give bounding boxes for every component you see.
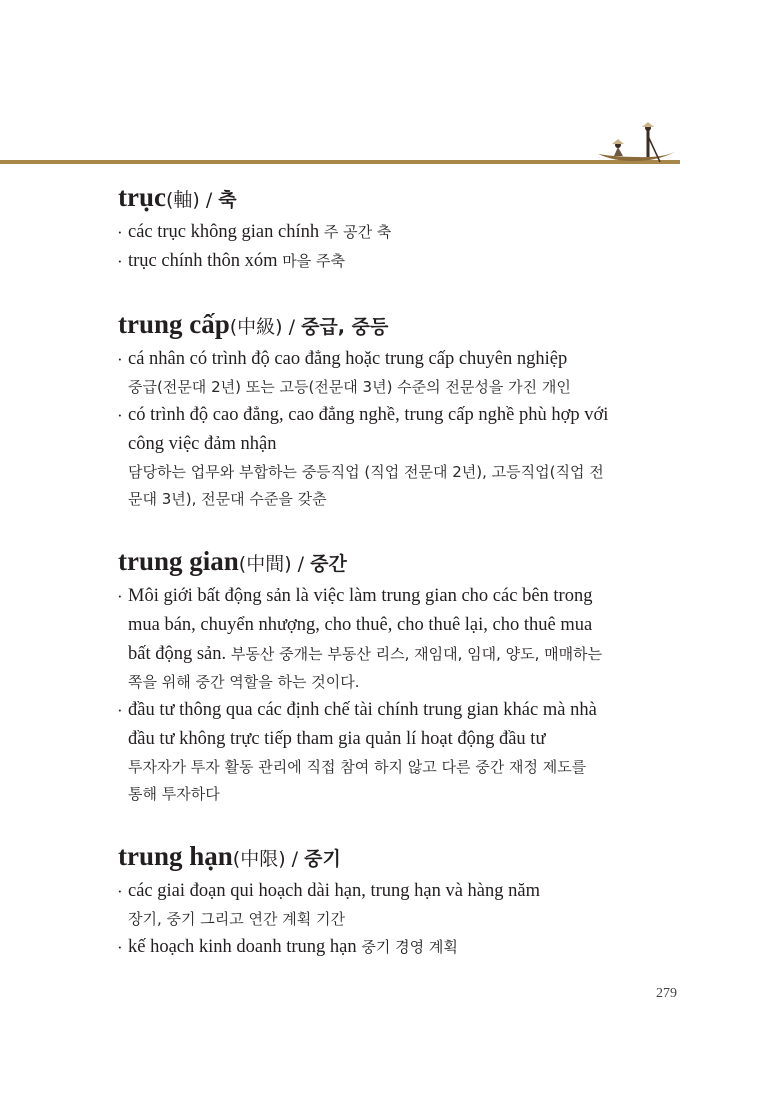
korean-headword: 중간 [310,553,347,575]
example-ko: 담당하는 업무와 부합하는 중등직업 (직업 전문대 2년), 고등직업(직업 전 문대 3년), 전문대 수준을 갖춘 [128,463,604,508]
page-number: 279 [656,986,677,1001]
example [118,345,688,401]
entry-truc [118,180,688,276]
hanja: (中間) [238,553,292,575]
example-vi: các giai đoạn qui hoạch dài hạn, trung hạn và hàng năm [128,881,540,901]
headword-line [118,839,688,876]
separator: / [291,553,311,575]
example [118,696,688,808]
example-ko-inline: 중기 경영 계획 [356,938,458,956]
bullet: · [117,350,123,369]
bullet: · [117,252,123,271]
bullet: · [117,406,123,425]
example-vi: có trình độ cao đẳng, cao đẳng nghề, trung cấp nghề phù hợp với công việc đảm nhận [128,405,609,454]
bullet: · [117,938,123,957]
example [118,218,688,247]
hanja: (中限) [232,848,286,870]
korean-headword: 중기 [304,848,341,870]
example-vi: kế hoạch kinh doanh trung hạn 중기 경영 계획 [128,937,458,957]
example [118,247,688,276]
headword: trung hạn [118,841,233,871]
example-vi: cá nhân có trình độ cao đẳng hoặc trung cấp chuyên nghiệp [128,349,568,369]
headword: trục [118,182,166,212]
example [118,933,688,962]
example-vi: Môi giới bất động sản là việc làm trung gian cho các bên trong mua bán, chuyển nhượng, cho thuê, cho thuê lại, cho thuê mua bất động sản. 부동산 중개는 부동산 리스, 재임대, 임대, 양도, 매매하는 [128,586,603,664]
entry-trung-han [118,839,688,962]
korean-headword: 중급, 중등 [301,316,389,338]
headword-line [118,307,688,344]
hanja: (中級) [229,316,283,338]
header-rule [0,160,680,164]
headword: trung cấp [118,309,230,339]
example-ko-inline: 부동산 중개는 부동산 리스, 재임대, 임대, 양도, 매매하는 [226,645,603,663]
example [118,582,688,696]
separator: / [285,848,305,870]
bullet: · [117,223,123,242]
entry-trung-cap [118,307,688,513]
separator: / [199,189,219,211]
example-ko-inline: 주 공간 축 [319,223,392,241]
example-vi: các trục không gian chính 주 공간 축 [128,222,392,242]
korean-headword: 축 [218,189,237,211]
bullet: · [117,587,123,606]
entry-trung-gian [118,544,688,808]
example-vi: trục chính thôn xóm 마을 주축 [128,251,346,271]
example-vi: đầu tư thông qua các định chế tài chính trung gian khác mà nhà đầu tư không trực tiếp tham gia quản lí hoạt động đầu tư [128,700,597,749]
example-ko: 중급(전문대 2년) 또는 고등(전문대 3년) 수준의 전문성을 가진 개인 [128,378,571,396]
boat-with-rower-icon [596,120,680,164]
separator: / [282,316,302,338]
headword-line [118,180,688,217]
dictionary-entries [118,180,688,993]
headword: trung gian [118,546,239,576]
hanja: (軸) [165,189,200,211]
headword-line [118,544,688,581]
example-ko-inline: 마을 주축 [277,252,346,270]
example-ko: 쪽을 위해 중간 역할을 하는 것이다. [128,673,360,691]
example-ko: 투자자가 투자 활동 관리에 직접 참여 하지 않고 다른 중간 재정 제도를 통해 투자하다 [128,758,587,803]
bullet: · [117,882,123,901]
bullet: · [117,701,123,720]
example [118,401,688,513]
example [118,877,688,933]
example-ko: 장기, 중기 그리고 연간 계획 기간 [128,910,345,928]
